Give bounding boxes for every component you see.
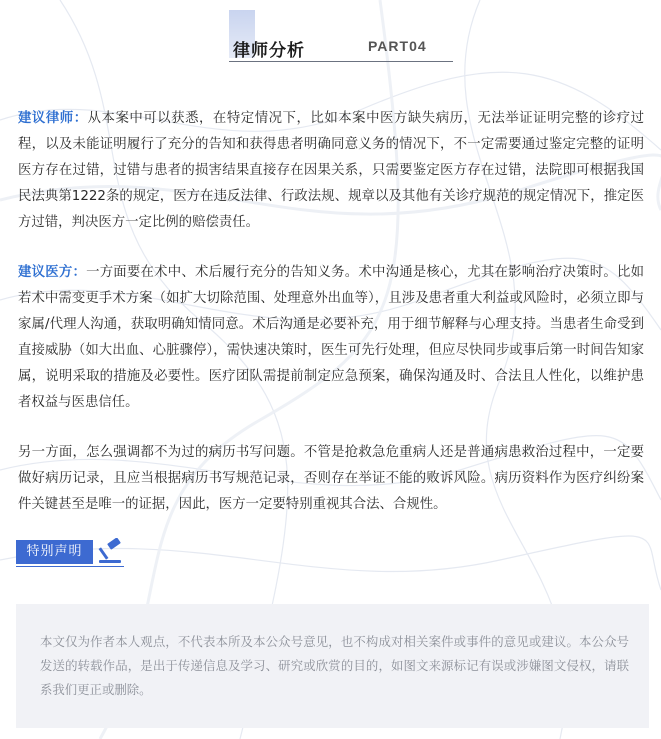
gavel-icon xyxy=(96,538,126,566)
notice-underline xyxy=(16,566,124,567)
paragraph-label: 建议医方： xyxy=(18,265,87,280)
section-title: 律师分析 xyxy=(233,41,305,61)
disclaimer-text: 本文仅为作者本人观点，不代表本所及本公众号意见，也不构成对相关案件或事件的意见或建议。本公众号发送的转载作品，是出于传递信息及学习、研究或欣赏的目的，如图文来源标记有误或涉嫌图文侵权，请联系我们更正或删除。 xyxy=(40,634,629,697)
paragraph-medical-records xyxy=(18,440,644,518)
section-header xyxy=(0,0,661,70)
part-label: PART04 xyxy=(368,38,427,54)
title-underline xyxy=(229,61,453,62)
special-notice-tag: 特别声明 xyxy=(16,540,93,564)
article-body xyxy=(18,106,644,542)
paragraph-medical-advice xyxy=(18,260,644,416)
paragraph-text: 一方面要在术中、术后履行充分的告知义务。术中沟通是核心，尤其在影响治疗决策时。比如若术中需变更手术方案（如扩大切除范围、处理意外出血等），且涉及患者重大利益或风险时，必须立即与家属/代理人沟通，获取明确知情同意。术后沟通是必要补充，用于细节解释与心理支持。当患者生命受到直接威胁（如大出血、心脏骤停），需快速决策时，医生可先行处理，但应尽快同步或事后第一时间告知家属，说明采取的措施及必要性。医疗团队需提前制定应急预案，确保沟通及时、合法且人性化，以维护患者权益与医患信任。 xyxy=(18,265,645,410)
paragraph-text: 从本案中可以获悉，在特定情况下，比如本案中医方缺失病历，无法举证证明完整的诊疗过程，以及未能证明履行了充分的告知和获得患者明确同意义务的情况下，不一定需要通过鉴定完整的证明医方存在过错，过错与患者的损害结果直接存在因果关系，只需要鉴定医方存在过错，法院即可根据我国民法典第1222条的规定，医方在违反法律、行政法规、规章以及其他有关诊疗规范的规定情况下，推定医方过错，判决医方一定比例的赔偿责任。 xyxy=(18,111,645,230)
paragraph-text: 另一方面，怎么强调都不为过的病历书写问题。不管是抢救急危重病人还是普通病患救治过程中，一定要做好病历记录，且应当根据病历书写规范记录，否则存在举证不能的败诉风险。病历资料作为医疗纠纷案件关键甚至是唯一的证据，因此，医方一定要特别重视其合法、合规性。 xyxy=(18,445,644,512)
disclaimer-box xyxy=(16,604,649,728)
paragraph-label: 建议律师： xyxy=(18,111,88,126)
paragraph-lawyer-advice xyxy=(18,106,644,236)
